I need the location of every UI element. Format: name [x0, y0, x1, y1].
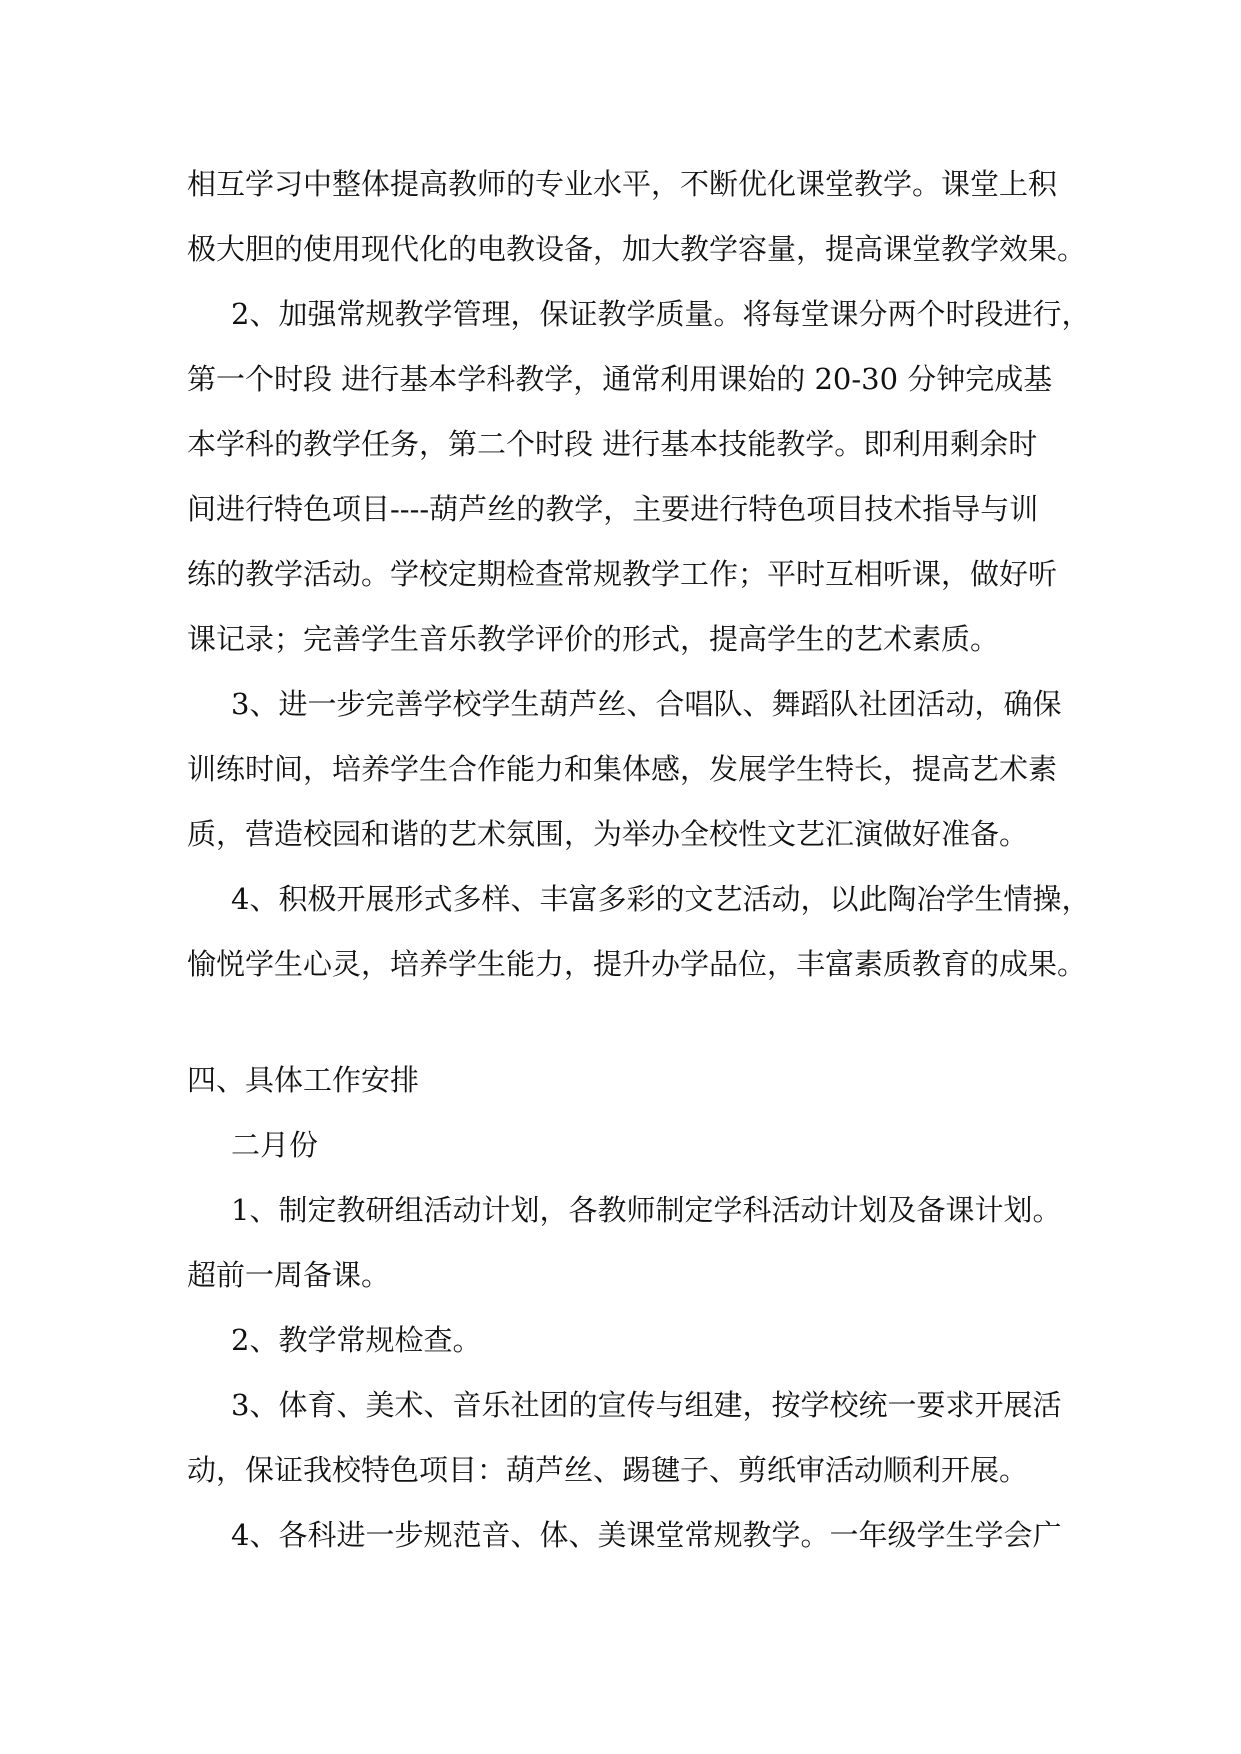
text-line: 第一个时段 进行基本学科教学，通常利用课始的 20-30 分钟完成基: [187, 362, 1053, 396]
text-line: 极大胆的使用现代化的电教设备，加大教学容量，提高课堂教学效果。: [187, 232, 1087, 266]
text-line: 超前一周备课。: [187, 1258, 391, 1292]
text-line: 课记录；完善学生音乐教学评价的形式，提高学生的艺术素质。: [187, 622, 1000, 656]
section-heading: 四、具体工作安排: [187, 1063, 420, 1097]
text-line: 动，保证我校特色项目：葫芦丝、踢毽子、剪纸审活动顺利开展。: [187, 1453, 1029, 1487]
text-line: 训练时间，培养学生合作能力和集体感，发展学生特长，提高艺术素: [187, 752, 1058, 786]
text-line: 间进行特色项目----葫芦丝的教学，主要进行特色项目技术指导与训: [187, 492, 1039, 526]
text-line: 4、各科进一步规范音、体、美课堂常规教学。一年级学生学会广: [231, 1518, 1062, 1552]
text-line: 2、教学常规检查。: [231, 1323, 482, 1357]
text-line: 1、制定教研组活动计划，各教师制定学科活动计划及备课计划。: [231, 1193, 1062, 1227]
text-line: 愉悦学生心灵，培养学生能力，提升办学品位，丰富素质教育的成果。: [187, 947, 1087, 981]
text-line: 4、积极开展形式多样、丰富多彩的文艺活动，以此陶冶学生情操，: [231, 882, 1091, 916]
text-line: 相互学习中整体提高教师的专业水平，不断优化课堂教学。课堂上积: [187, 167, 1058, 201]
text-line: 质，营造校园和谐的艺术氛围，为举办全校性文艺汇演做好准备。: [187, 817, 1029, 851]
text-line: 2、加强常规教学管理，保证教学质量。将每堂课分两个时段进行，: [231, 297, 1091, 331]
text-line: 3、体育、美术、音乐社团的宣传与组建，按学校统一要求开展活: [231, 1388, 1062, 1422]
text-line: 练的教学活动。学校定期检查常规教学工作；平时互相听课，做好听: [187, 557, 1058, 591]
text-line: 本学科的教学任务，第二个时段 进行基本技能教学。即利用剩余时: [187, 427, 1038, 461]
subheading: 二月份: [231, 1128, 319, 1162]
text-line: 3、进一步完善学校学生葫芦丝、合唱队、舞蹈队社团活动，确保: [231, 687, 1062, 721]
